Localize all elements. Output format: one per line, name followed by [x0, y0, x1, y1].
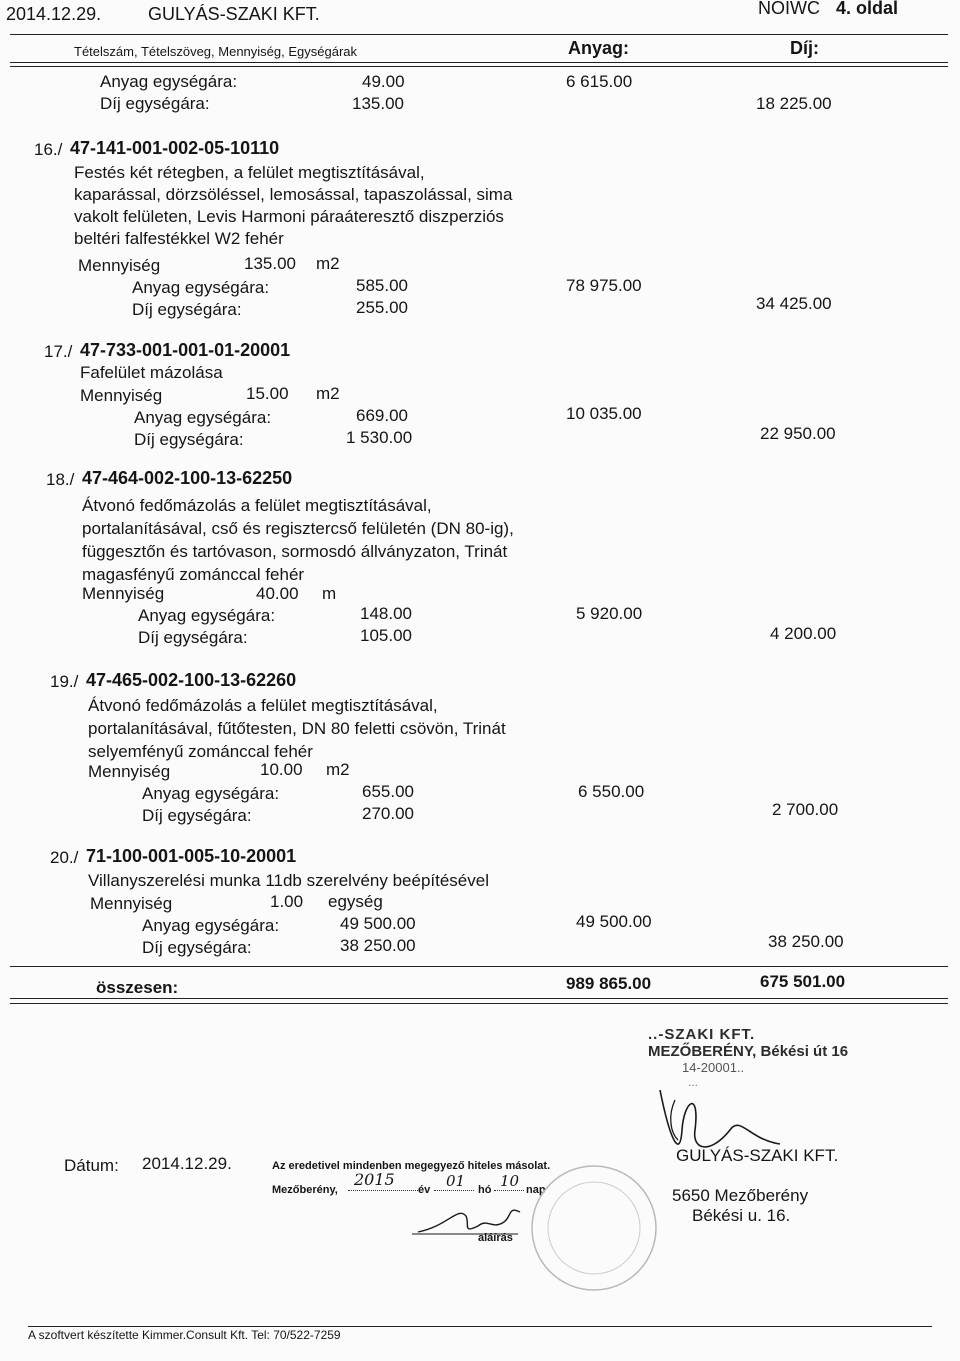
quantity-unit: m2 [326, 760, 350, 779]
stamp-line: MEZŐBERÉNY, Békési út 16 [648, 1043, 849, 1060]
quantity-value: 135.00 [244, 254, 296, 273]
description-line: beltéri falfestékkel W2 fehér [74, 229, 284, 248]
item-number: 20./ [50, 848, 79, 867]
item-code: 47-464-002-100-13-62250 [82, 468, 293, 488]
quantity-value: 15.00 [246, 384, 289, 403]
quantity-unit: m [322, 584, 337, 603]
item-description [88, 694, 506, 763]
anyag-label: Anyag egységára: [100, 72, 238, 91]
anyag-total: 6 615.00 [566, 72, 633, 91]
quantity-unit: m2 [316, 384, 340, 403]
anyag-unit-price: 49 500.00 [340, 914, 416, 933]
dij-total: 18 225.00 [756, 94, 832, 113]
divider [10, 66, 948, 67]
anyag-total: 6 550.00 [578, 782, 645, 801]
column-header-anyag: Anyag: [568, 38, 630, 58]
software-credit: A szoftvert készítette Kimmer.Consult Kft. Tel: 70/522-7259 [28, 1328, 341, 1342]
date-value: 2014.12.29. [142, 1154, 232, 1173]
description-line: Átvonó fedőmázolás a felület megtisztításával, [88, 696, 438, 715]
item-number: 19./ [50, 672, 79, 691]
stamp-line: ..-SZAKI KFT. [648, 1026, 756, 1043]
dij-unit-price: 105.00 [360, 626, 412, 645]
divider [10, 62, 948, 63]
item-code: 71-100-001-005-10-20001 [86, 846, 297, 866]
item-description [80, 362, 223, 384]
description-line: Fafelület mázolása [80, 363, 223, 382]
header-date: 2014.12.29. [6, 4, 102, 24]
anyag-unit-price: 669.00 [356, 406, 408, 425]
date-label: Dátum: [64, 1156, 119, 1175]
item-code: 47-141-001-002-05-10110 [70, 138, 280, 158]
anyag-unit-price: 148.00 [360, 604, 412, 623]
description-line: selyemfényű zománccal fehér [88, 742, 313, 761]
anyag-label: Anyag egységára: [142, 784, 280, 803]
header-code: NOIWC [758, 0, 820, 18]
dij-label: Díj egységára: [132, 300, 242, 319]
description-line: Villanyszerelési munka 11db szerelvény beépítésével [88, 871, 489, 890]
dotted-line [434, 1190, 474, 1191]
dij-total: 22 950.00 [760, 424, 836, 443]
dij-label: Díj egységára: [134, 430, 244, 449]
description-line: Festés két rétegben, a felület megtisztításával, [74, 163, 425, 182]
divider [10, 998, 948, 999]
quantity-label: Mennyiség [88, 762, 171, 781]
anyag-total: 78 975.00 [566, 276, 642, 295]
dij-unit-price: 1 530.00 [346, 428, 413, 447]
dij-total: 34 425.00 [756, 294, 832, 313]
dotted-line [348, 1190, 418, 1191]
dij-label: Díj egységára: [142, 806, 252, 825]
item-description [74, 162, 512, 250]
certified-copy-note: Az eredetivel mindenben megegyező hiteles másolat. [272, 1160, 551, 1172]
anyag-label: Anyag egységára: [134, 408, 272, 427]
dij-total: 38 250.00 [768, 932, 844, 951]
anyag-unit-price: 585.00 [356, 276, 408, 295]
description-line: Átvonó fedőmázolás a felület megtisztításával, [82, 496, 432, 515]
item-number: 17./ [44, 342, 73, 361]
day-label: nap [526, 1184, 546, 1196]
dij-unit-price: 135.00 [352, 94, 404, 113]
header-page: 4. oldal [836, 0, 899, 18]
quantity-label: Mennyiség [82, 584, 165, 603]
anyag-label: Anyag egységára: [138, 606, 276, 625]
certified-copy-place: Mezőberény, [272, 1184, 338, 1196]
year-label: év [418, 1184, 431, 1196]
anyag-total: 5 920.00 [576, 604, 643, 623]
anyag-unit-price: 49.00 [362, 72, 405, 91]
anyag-total: 10 035.00 [566, 404, 642, 423]
item-code: 47-733-001-001-01-20001 [80, 340, 291, 360]
item-description [82, 494, 514, 586]
signature-label: aláírás [478, 1232, 513, 1244]
dij-total: 4 200.00 [770, 624, 837, 643]
description-line: vakolt felületen, Levis Harmoni páraáteresztő diszperziós [74, 207, 504, 226]
dij-label: Díj egységára: [142, 938, 252, 957]
description-line: portalanításával, fűtőtesten, DN 80 feletti csövön, Trinát [88, 719, 506, 738]
item-description [88, 870, 489, 892]
quantity-value: 1.00 [270, 892, 304, 911]
item-number: 16./ [34, 140, 63, 159]
quantity-label: Mennyiség [80, 386, 163, 405]
round-office-stamp [524, 1158, 664, 1298]
description-line: magasfényű zománccal fehér [82, 565, 305, 584]
footer-company: GULYÁS-SZAKI KFT. [676, 1146, 839, 1165]
divider [28, 1326, 932, 1327]
quantity-unit: m2 [316, 254, 340, 273]
quantity-label: Mennyiség [90, 894, 173, 913]
footer-address-line: 5650 Mezőberény [672, 1186, 809, 1205]
header-company: GULYÁS-SZAKI KFT. [148, 4, 320, 24]
dotted-line [494, 1190, 524, 1191]
description-line: kaparással, dörzsöléssel, lemosással, tapaszolással, sima [74, 185, 513, 204]
quantity-unit: egység [328, 892, 383, 911]
divider [10, 966, 948, 967]
handwritten-month: 01 [446, 1172, 466, 1190]
anyag-total: 49 500.00 [576, 912, 652, 931]
quantity-value: 10.00 [260, 760, 303, 779]
footer-address-line: Békési u. 16. [692, 1206, 791, 1225]
description-line: portalanításával, cső és regisztercső felületén (DN 80-ig), [82, 519, 514, 538]
dij-unit-price: 38 250.00 [340, 936, 416, 955]
description-line: függesztőn és tartóvason, sormosdó állványzaton, Trinát [82, 542, 508, 561]
anyag-label: Anyag egységára: [132, 278, 270, 297]
stamp-line: 14-20001.. [682, 1060, 745, 1075]
item-code: 47-465-002-100-13-62260 [86, 670, 297, 690]
dij-label: Díj egységára: [100, 94, 210, 113]
dij-label: Díj egységára: [138, 628, 248, 647]
quantity-value: 40.00 [256, 584, 299, 603]
stamp-line: ... [688, 1075, 699, 1089]
dij-unit-price: 270.00 [362, 804, 414, 823]
divider [10, 34, 948, 35]
quantity-label: Mennyiség [78, 256, 161, 275]
column-header-item: Tételszám, Tételszöveg, Mennyiség, Egységárak [74, 44, 358, 59]
column-header-dij: Díj: [790, 38, 819, 58]
handwritten-year: 2015 [354, 1170, 395, 1189]
anyag-unit-price: 655.00 [362, 782, 414, 801]
dij-total: 2 700.00 [772, 800, 839, 819]
month-label: hó [478, 1184, 492, 1196]
total-anyag: 989 865.00 [566, 974, 652, 993]
handwritten-day: 10 [500, 1172, 520, 1190]
total-dij: 675 501.00 [760, 972, 846, 991]
dij-unit-price: 255.00 [356, 298, 408, 317]
anyag-label: Anyag egységára: [142, 916, 280, 935]
item-number: 18./ [46, 470, 75, 489]
divider [10, 1003, 948, 1004]
total-label: összesen: [96, 978, 179, 997]
